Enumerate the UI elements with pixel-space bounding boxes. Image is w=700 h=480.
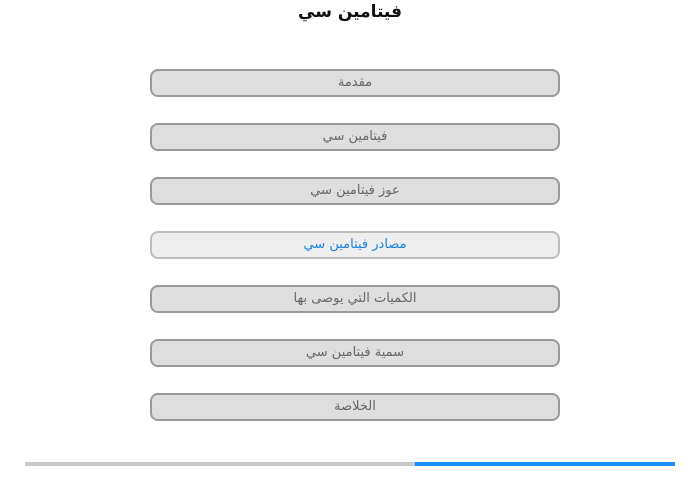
chapter-menu <box>150 69 560 447</box>
menu-item-vitamin-c[interactable]: فيتامين سي <box>150 123 560 151</box>
menu-item-sources[interactable]: مصادر فيتامين سي <box>150 231 560 259</box>
progress-bar <box>25 462 675 466</box>
page-title: فيتامين سي <box>298 2 402 22</box>
menu-item-recommended-amounts[interactable]: الكميات التي يوصى بها <box>150 285 560 313</box>
menu-item-introduction[interactable]: مقدمة <box>150 69 560 97</box>
menu-item-conclusion[interactable]: الخلاصة <box>150 393 560 421</box>
menu-item-toxicity[interactable]: سمية فيتامين سي <box>150 339 560 367</box>
menu-item-deficiency[interactable]: عوز فيتامين سي <box>150 177 560 205</box>
progress-bar-fill <box>415 462 675 466</box>
